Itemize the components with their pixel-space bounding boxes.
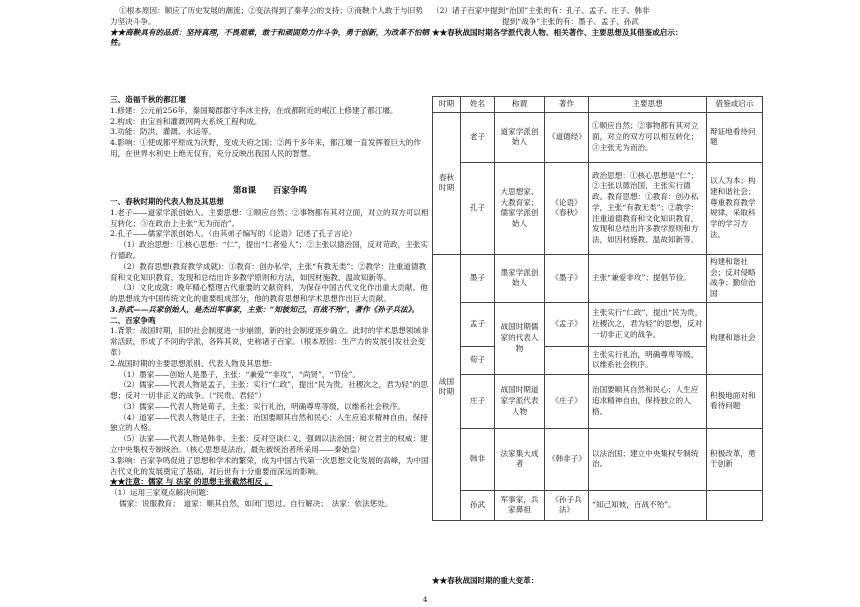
schools-table <box>432 96 763 521</box>
top-line: ★★商鞅具有的品质：坚持真理，不畏艰难，敢于和顽固势力作斗争，勇于创新，为改革不怕牺牲。 <box>110 27 429 48</box>
paragraph: 儒家：说服教育； 道家：顺其自然，如闭门思过、自行解决； 法家：依法惩处。 <box>119 498 393 508</box>
table-row <box>433 112 763 162</box>
idea-cell: 主张实行“仁政”，提出“民为贵，社稷次之，君为轻”的思想，反对一切非正义的战争。 <box>589 302 707 346</box>
lesson-cell <box>707 490 763 520</box>
title-cell: 战国时期道家学派代表人物 <box>495 374 545 428</box>
paragraph: （3）儒家——代表人物是荀子，主张：实行礼治，明确尊卑等级，以维系社会秩序。 <box>119 401 405 411</box>
paragraph: 3.孙武——兵家创始人，是杰出军事家，主张：“知彼知己，百战不殆”，著作《孙子兵法》。 <box>110 304 420 314</box>
title-cell: 大思想家、大教育家；儒家学派创始人 <box>495 162 545 254</box>
name-cell: 老子 <box>461 112 495 162</box>
paragraph: 1.背景：战国时期，旧的社会制度进一步崩溃，新的社会制度逐步确立。此时的学术思想领域非常活跃，形成了不同的学派，各阵其说，史称诸子百家。（根本原因：生产力的发展引发社会变革） <box>110 326 429 357</box>
lesson-cell: 辩证地看待问题 <box>707 112 763 162</box>
lesson-cell: 积极地面对和看待问题 <box>707 374 763 428</box>
work-cell: 《墨子》 <box>545 254 589 302</box>
name-cell: 荀子 <box>461 346 495 374</box>
work-cell: 《道德经》 <box>545 112 589 162</box>
name-cell: 庄子 <box>461 374 495 428</box>
title-cell: 战国时期儒家的代表人物 <box>495 302 545 374</box>
work-cell: 《庄子》 <box>545 374 589 428</box>
work-cell: 《孙子兵法》 <box>545 490 589 520</box>
paragraph: 4.影响：①使成都平原成为沃野，变成天府之国；②两千多年来，都江堰一直发挥着巨大的作用，在世界水利史上绝无仅有，充分反映出我国人民的智慧。 <box>110 138 421 158</box>
work-cell: 《孟子》 <box>545 302 589 346</box>
paragraph: 3.影响：百家争鸣促进了思想和学术的繁荣，成为中国古代第一次思想文化发展的高峰，为中国古代文化的发展奠定了基础，对后世有十分重要而深远的影响。 <box>110 455 429 476</box>
paragraph: （1）墨家——创始人是墨子，主张：“兼爱”“非攻”，“尚贤”，“节俭”。 <box>119 369 361 379</box>
paragraph: 2.构成：由宝首和灌溉网两大系统工程构成。 <box>110 116 262 126</box>
paragraph: （2）教育思想(教育教学成就)：①教育：创办私学，主张“有教无类”；②教学：注重道德教育和文化知识教育。发现和总结出许多教学原则和方法，如因材施教、温故知新等。 <box>110 261 427 282</box>
paragraph: 1.老子——道家学派创始人。主要思想：①顺应自然；②事物都有其对立面，对立的双方可以相互转化；③在政治上主张“无为而治”。 <box>110 207 429 228</box>
title-cell: 法家集大成者 <box>495 428 545 490</box>
header-cell: 借鉴或启示 <box>707 97 763 113</box>
header-cell: 时期 <box>433 97 461 113</box>
section-title: 一、春秋时期的代表人物及其思想 <box>110 197 224 207</box>
intro-line: （2）诸子百家中提到“治国”主张的有：孔子、孟子、庄子、韩非 <box>432 6 650 15</box>
idea-cell: 主张实行礼治，明确尊卑等级，以维系社会秩序。 <box>589 346 707 374</box>
page-number: 4 <box>423 596 428 604</box>
table-header-row <box>433 97 763 113</box>
idea-cell: 主张“兼爱非攻”；提倡节俭。 <box>589 254 707 302</box>
paragraph: 3.功能：防洪、灌溉、水运等。 <box>110 127 216 137</box>
intro-line: 提到“战争”主张的有：墨子、孟子、孙武 <box>502 16 639 26</box>
table-row <box>433 302 763 346</box>
table-row <box>433 162 763 254</box>
note-line: ★★注意：儒家 与 法家 的思想主张截然相反 。 <box>110 477 273 487</box>
table-row <box>433 428 763 490</box>
header-cell: 著作 <box>545 97 589 113</box>
title-cell: 道家学派创始人 <box>495 112 545 162</box>
period-cell: 春秋时期 <box>433 112 461 254</box>
idea-cell: 政治思想：①核心思想是“仁”；②主张以德治国，主张实行德政。教育思想：①教育：创办私学，主张“有教无类”；②教学：注重道德教育和文化知识教育，发现和总结出许多教学原则和方法，如因材施教、温故知新等。 <box>589 162 707 254</box>
top-line: ①根本原因：顺应了历史发展的潮流；②变法得到了秦孝公的支持；③商鞅个人敢于与旧势力坚决斗争。 <box>110 6 423 26</box>
paragraph: （2）儒家——代表人物是孟子，主张：实行“仁政”，提出“民为贵，社稷次之，君为轻”的思想；反对一切非正义的战争。（“民贵、君轻”） <box>110 380 429 401</box>
idea-cell: ①顺应自然；②事物都有其对立面，对立的双方可以相互转化；③主张无为而治。 <box>589 112 707 162</box>
idea-cell: 以法治国；建立中央集权专制统治。 <box>589 428 707 490</box>
paragraph: （1）政治思想：①核心思想：“仁”，提出“仁者爱人”；②主张以德治国，反对苛政，主张实行德政。 <box>110 240 429 260</box>
paragraph: （5）法家——代表人物是韩非。主张：反对空谈仁义，强调以法治国；树立君主的权威；建立中央集权专制统治。（核心思想是法治，最先被统治者所采用——秦始皇） <box>110 434 428 455</box>
table-row <box>433 254 763 302</box>
name-cell: 孟子 <box>461 302 495 346</box>
work-cell <box>545 346 589 374</box>
intro-line: ★★春秋战国时期各学派代表人物、相关著作、主要思想及其借鉴或启示： <box>432 27 683 37</box>
header-cell: 主要思想 <box>589 97 707 113</box>
section-title: 二、百家争鸣 <box>110 315 156 325</box>
section-title: 三、造福千秋的都江堰 <box>110 95 186 104</box>
paragraph: 2.孔子——儒家学派创始人。（由其弟子编写的《论语》记述了孔子言论） <box>110 229 357 239</box>
name-cell: 孙武 <box>461 490 495 520</box>
title-cell: 墨家学派创始人 <box>495 254 545 302</box>
lesson-cell: 以人为本；构建和谐社会；尊重教育教学规律、采取科学的学习方法。 <box>707 162 763 254</box>
paragraph: 1.修建：公元前256年，秦国蜀郡郡守李冰主持，在成都附近的岷江上修建了都江堰。 <box>110 105 398 115</box>
table-row <box>433 374 763 428</box>
name-cell: 墨子 <box>461 254 495 302</box>
bottom-note: ★★春秋战国时期的重大变革： <box>432 576 539 585</box>
paragraph: （1）运用三家观点解决问题： <box>110 488 214 498</box>
table-row <box>433 490 763 520</box>
header-cell: 称谓 <box>495 97 545 113</box>
period-cell: 战国时期 <box>433 254 461 520</box>
work-cell: 《韩非子》 <box>545 428 589 490</box>
paragraph: 2.战国时期的主要思想派别、代表人物及其思想： <box>110 358 277 368</box>
lesson-cell: 构建和谐社会 <box>707 302 763 374</box>
lesson-title: 第8课 百家争鸣 <box>233 186 307 196</box>
lesson-cell: 积极改革，勇于创新 <box>707 428 763 490</box>
work-cell: 《论语》《春秋》 <box>545 162 589 254</box>
lesson-cell: 构建和谐社会；反对侵略战争；勤俭治国 <box>707 254 763 302</box>
paragraph: （3）文化成就：晚年精心整理古代重要的文献资料，为保存中国古代文化作出重大贡献。他的思想成为中国传统文化的重要组成部分，他的教育思想和学术思想作出巨大贡献。 <box>110 283 428 304</box>
name-cell: 韩非 <box>461 428 495 490</box>
name-cell: 孔子 <box>461 162 495 254</box>
idea-cell: 治国要顺其自然和民心；人生应追求精神自由，保持独立的人格。 <box>589 374 707 428</box>
header-cell: 姓名 <box>461 97 495 113</box>
title-cell: 军事家，兵家鼻祖 <box>495 490 545 520</box>
idea-cell: “知己知彼，百战不殆”。 <box>589 490 707 520</box>
paragraph: （4）道家——代表人物是庄子，主张：治国要顺其自然和民心；人生应追求精神自由，保持独立的人格。 <box>110 412 428 433</box>
